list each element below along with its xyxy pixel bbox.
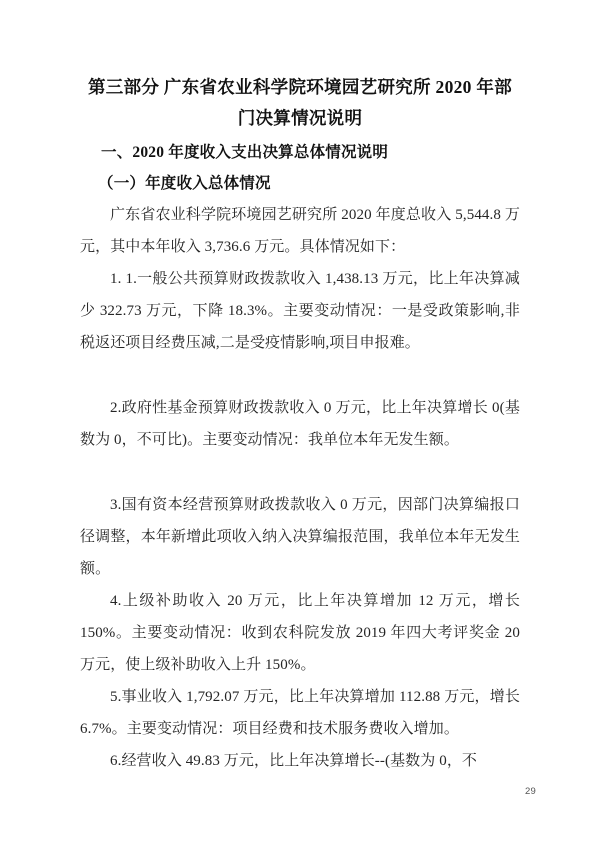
page-number: 29 xyxy=(525,786,536,797)
document-body xyxy=(80,0,520,777)
paragraph-item-1: 1. 1.一般公共预算财政拨款收入 1,438.13 万元，比上年决算减少 322.73 万元，下降 18.3%。主要变动情况：一是受政策影响,非税返还项目经费压减,二是受疫情影响,项目申报难。 xyxy=(80,271,520,351)
paragraph-item-5: 5.事业收入 1,792.07 万元，比上年决算增加 112.88 万元，增长 6.7%。主要变动情况：项目经费和技术服务费收入增加。 xyxy=(80,689,520,737)
top-margin-spacer xyxy=(80,0,520,72)
page-title-line-2: 门决算情况说明 xyxy=(237,108,363,128)
paragraph-item-4: 4.上级补助收入 20 万元，比上年决算增加 12 万元，增长 150%。主要变动情况：收到农科院发放 2019 年四大考评奖金 20 万元，使上级补助收入上升 150%。 xyxy=(80,593,520,673)
page-title xyxy=(80,72,520,134)
page-title-line-1: 第三部分 广东省农业科学院环境园艺研究所 2020 年部 xyxy=(87,77,513,97)
paragraph-item-6: 6.经营收入 49.83 万元，比上年决算增长--(基数为 0，不 xyxy=(110,753,478,769)
paragraph-item-3: 3.国有资本经营预算财政拨款收入 0 万元，因部门决算编报口径调整，本年新增此项收入纳入决算编报范围，我单位本年无发生额。 xyxy=(80,497,520,577)
section-heading-one: 一、2020 年度收入支出决算总体情况说明 xyxy=(101,144,389,161)
paragraph-gap-1 xyxy=(80,359,520,392)
subsection-heading-one: （一）年度收入总体情况 xyxy=(98,175,271,192)
paragraph-gap-2 xyxy=(80,456,520,489)
paragraph-item-2: 2.政府性基金预算财政拨款收入 0 万元，比上年决算增长 0(基数为 0，不可比)。主要变动情况：我单位本年无发生额。 xyxy=(80,400,520,448)
paragraph-intro: 广东省农业科学院环境园艺研究所 2020 年度总收入 5,544.8 万元，其中本年收入 3,736.6 万元。具体情况如下： xyxy=(80,207,520,255)
